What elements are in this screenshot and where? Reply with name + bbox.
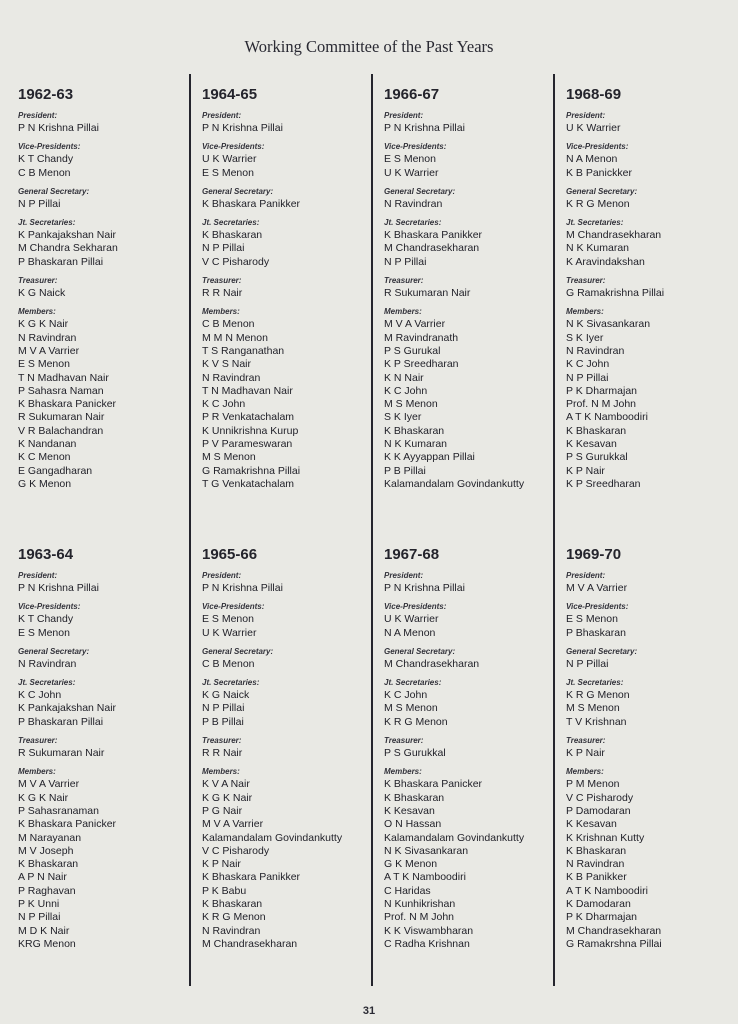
role-section — [18, 602, 189, 640]
member-name: K G K Nair — [18, 791, 69, 804]
role-label: General Secretary: — [384, 646, 456, 656]
role-section — [202, 276, 371, 300]
committee-year: 1968-69 — [566, 86, 622, 103]
member-name: N Ravindran — [566, 858, 625, 871]
member-name: K Bhaskaran — [384, 424, 445, 437]
member-name: KRG Menon — [18, 937, 76, 950]
member-name: U K Warrier — [384, 613, 439, 626]
member-name: U K Warrier — [566, 122, 621, 134]
member-name: N Ravindran — [202, 371, 261, 384]
member-name: K K Ayyappan Pillai — [384, 451, 475, 464]
member-name: M S Menon — [202, 451, 256, 464]
member-name: K Kesavan — [566, 438, 617, 451]
member-name: P S Gurukkal — [384, 747, 446, 760]
member-name: V C Pisharody — [202, 844, 270, 857]
member-name: N P Pillai — [18, 911, 61, 924]
role-section — [202, 218, 371, 269]
member-name: N P Pillai — [202, 702, 245, 715]
member-name: E S Menon — [18, 358, 70, 371]
member-name: K R G Menon — [566, 197, 630, 210]
member-name: E S Menon — [18, 626, 70, 639]
member-name: M Chandrasekharan — [384, 657, 480, 670]
member-name: K P Sreedharan — [566, 477, 641, 490]
committee-grid — [7, 74, 735, 986]
member-name: K R G Menon — [384, 715, 448, 728]
member-name: E S Menon — [202, 613, 254, 626]
role-label: Members: — [18, 307, 56, 317]
member-name: P Damodaran — [566, 804, 631, 817]
member-name: M D K Nair — [18, 924, 70, 937]
role-section — [566, 736, 735, 760]
member-name: C B Menon — [202, 318, 255, 331]
role-section — [384, 142, 553, 180]
member-name: N P Pillai — [566, 657, 609, 670]
member-name: T N Madhavan Nair — [202, 384, 293, 397]
committee-block — [7, 534, 189, 986]
role-label: President: — [384, 111, 424, 120]
member-name: K R G Menon — [202, 911, 266, 924]
member-name: K Unnikrishna Kurup — [202, 424, 299, 437]
member-name: K C John — [566, 358, 610, 371]
member-name: S K Iyer — [566, 331, 604, 344]
member-name: K P Nair — [566, 747, 605, 760]
member-name: N Kunhikrishan — [384, 898, 456, 911]
member-name: P M Menon — [566, 778, 620, 791]
member-name: K Bhaskaran — [566, 844, 627, 857]
role-section — [566, 218, 735, 269]
member-name: K Bhaskaran — [566, 424, 627, 437]
role-label: Jt. Secretaries: — [202, 218, 260, 228]
member-name: T G Venkatachalam — [202, 477, 295, 490]
role-label: General Secretary: — [202, 646, 274, 656]
member-name: N P Pillai — [202, 242, 245, 255]
role-label: Treasurer: — [384, 736, 424, 746]
member-name: N P Pillai — [566, 371, 609, 384]
role-section — [18, 678, 189, 729]
member-name: U K Warrier — [384, 166, 439, 179]
member-name: P Bhaskaran Pillai — [18, 255, 104, 268]
committee-row-1 — [7, 74, 735, 534]
member-name: P K Babu — [202, 884, 247, 897]
role-label: Treasurer: — [202, 276, 242, 286]
role-label: General Secretary: — [566, 646, 638, 656]
member-name: P N Krishna Pillai — [18, 122, 99, 134]
role-section — [566, 111, 735, 135]
role-section — [18, 307, 189, 491]
role-section — [202, 678, 371, 729]
member-name: K P Nair — [202, 858, 241, 871]
committee-year: 1965-66 — [202, 546, 258, 563]
member-name: R Sukumaran Nair — [384, 287, 471, 300]
role-section — [202, 767, 371, 951]
member-name: K C Menon — [18, 451, 71, 464]
member-name: K G K Nair — [202, 791, 253, 804]
member-name: K Bhaskaran — [384, 791, 445, 804]
member-name: K K Viswambharan — [384, 924, 474, 937]
role-section — [18, 276, 189, 300]
role-label: General Secretary: — [202, 186, 274, 196]
member-name: M V A Varrier — [18, 344, 80, 357]
member-name: M S Menon — [566, 702, 620, 715]
member-name: N K Kumaran — [566, 242, 630, 255]
role-label: Members: — [384, 307, 422, 317]
member-name: T V Krishnan — [566, 715, 627, 728]
role-section — [566, 142, 735, 180]
member-name: P N Krishna Pillai — [202, 582, 283, 594]
role-section — [18, 736, 189, 760]
role-label: Jt. Secretaries: — [384, 678, 442, 688]
member-name: M V A Varrier — [202, 818, 264, 831]
member-name: K P Sreedharan — [384, 358, 459, 371]
member-name: K Bhaskara Panicker — [18, 398, 117, 411]
member-name: U K Warrier — [202, 626, 257, 639]
committee-block — [371, 74, 553, 534]
member-name: P K Dharmajan — [566, 384, 638, 397]
member-name: S K Iyer — [384, 411, 422, 424]
role-section — [384, 187, 553, 211]
member-name: K Nandanan — [18, 438, 77, 451]
member-name: N Ravindran — [566, 344, 625, 357]
member-name: N Ravindran — [18, 331, 77, 344]
role-label: Jt. Secretaries: — [384, 218, 442, 228]
member-name: K Bhaskara Panicker — [384, 778, 483, 791]
member-name: G Ramakrishna Pillai — [566, 287, 665, 300]
role-section — [18, 767, 189, 951]
page-title: Working Committee of the Past Years — [244, 37, 494, 56]
committee-row-2 — [7, 534, 735, 986]
member-name: K T Chandy — [18, 613, 74, 626]
role-label: President: — [566, 111, 606, 120]
member-name: M V A Varrier — [566, 582, 628, 594]
member-name: N A Menon — [384, 626, 436, 639]
member-name: K G Naick — [202, 689, 250, 702]
member-name: C Radha Krishnan — [384, 937, 470, 950]
member-name: K Bhaskara Panikker — [384, 229, 483, 242]
member-name: K Bhaskaran — [202, 229, 263, 242]
role-label: Members: — [566, 307, 604, 317]
member-name: P N Krishna Pillai — [384, 582, 465, 594]
member-name: P G Nair — [202, 804, 243, 817]
role-section — [202, 647, 371, 671]
role-label: Jt. Secretaries: — [18, 678, 76, 688]
member-name: K T Chandy — [18, 153, 74, 166]
member-name: O N Hassan — [384, 818, 442, 831]
member-name: M Chandrasekharan — [202, 937, 298, 950]
member-name: P S Gurukkal — [566, 451, 628, 464]
committee-year: 1969-70 — [566, 546, 622, 563]
member-name: E Gangadharan — [18, 464, 93, 477]
member-name: N K Kumaran — [384, 438, 448, 451]
member-name: P R Venkatachalam — [202, 411, 295, 424]
member-name: P B Pillai — [202, 715, 244, 728]
member-name: R R Nair — [202, 747, 243, 760]
role-label: Vice-Presidents: — [202, 602, 265, 612]
role-label: Vice-Presidents: — [566, 602, 629, 612]
role-label: President: — [18, 111, 58, 120]
role-label: Treasurer: — [566, 276, 606, 286]
member-name: K Krishnan Kutty — [566, 831, 645, 844]
member-name: P Sahasra Naman — [18, 384, 104, 397]
member-name: P K Dharmajan — [566, 911, 638, 924]
member-name: C Haridas — [384, 884, 431, 897]
member-name: K B Panickker — [566, 166, 632, 179]
member-name: R Sukumaran Nair — [18, 747, 105, 760]
member-name: K C John — [202, 398, 246, 411]
member-name: R Sukumaran Nair — [18, 411, 105, 424]
role-label: Treasurer: — [384, 276, 424, 286]
role-section — [18, 647, 189, 671]
member-name: A T K Namboodiri — [566, 884, 648, 897]
role-section — [384, 307, 553, 491]
member-name: N P Pillai — [384, 255, 427, 268]
member-name: M Chandra Sekharan — [18, 242, 118, 255]
role-section — [202, 187, 371, 211]
role-section — [566, 187, 735, 211]
role-label: President: — [566, 571, 606, 580]
role-label: Jt. Secretaries: — [566, 678, 624, 688]
member-name: P N Krishna Pillai — [384, 122, 465, 134]
member-name: G K Menon — [384, 858, 438, 871]
member-name: Kalamandalam Govindankutty — [384, 477, 525, 490]
role-section — [202, 571, 371, 595]
role-label: Vice-Presidents: — [384, 602, 447, 612]
role-label: Treasurer: — [566, 736, 606, 746]
member-name: K Aravindakshan — [566, 255, 645, 268]
member-name: V C Pisharody — [566, 791, 634, 804]
member-name: Prof. N M John — [384, 911, 455, 924]
role-section — [384, 647, 553, 671]
member-name: N K Sivasankaran — [384, 844, 469, 857]
member-name: E S Menon — [566, 613, 618, 626]
role-section — [202, 111, 371, 135]
member-name: R R Nair — [202, 287, 243, 300]
member-name: N A Menon — [566, 153, 618, 166]
member-name: V C Pisharody — [202, 255, 270, 268]
member-name: K Damodaran — [566, 898, 631, 911]
member-name: K Bhaskara Panikker — [202, 197, 301, 210]
committee-block — [553, 74, 735, 534]
committee-year: 1967-68 — [384, 546, 440, 563]
member-name: P N Krishna Pillai — [202, 122, 283, 134]
member-name: P Sahasranaman — [18, 804, 99, 817]
committee-year: 1962-63 — [18, 86, 74, 103]
committee-block — [553, 534, 735, 986]
committee-block — [7, 74, 189, 534]
member-name: K N Nair — [384, 371, 424, 384]
role-section — [566, 602, 735, 640]
member-name: P N Krishna Pillai — [18, 582, 99, 594]
role-label: President: — [18, 571, 58, 580]
member-name: K Kesavan — [384, 804, 435, 817]
role-label: General Secretary: — [566, 186, 638, 196]
member-name: A T K Namboodiri — [384, 871, 466, 884]
member-name: M V A Varrier — [18, 778, 80, 791]
role-label: Members: — [384, 767, 422, 777]
role-section — [384, 602, 553, 640]
role-section — [18, 142, 189, 180]
member-name: M Chandrasekharan — [566, 924, 662, 937]
role-label: General Secretary: — [18, 186, 90, 196]
role-label: Treasurer: — [18, 736, 58, 746]
member-name: K V A Nair — [202, 778, 250, 791]
member-name: M Chandrasekharan — [384, 242, 480, 255]
member-name: N K Sivasankaran — [566, 318, 651, 331]
member-name: M Chandrasekharan — [566, 229, 662, 242]
member-name: T S Ranganathan — [202, 344, 285, 357]
member-name: M M N Menon — [202, 331, 268, 344]
committee-block — [189, 74, 371, 534]
role-label: General Secretary: — [18, 646, 90, 656]
member-name: K B Panikker — [566, 871, 627, 884]
member-name: K Bhaskara Panicker — [18, 818, 117, 831]
member-name: Prof. N M John — [566, 398, 637, 411]
role-section — [202, 142, 371, 180]
member-name: P S Gurukal — [384, 344, 441, 357]
role-section — [566, 571, 735, 595]
member-name: N Ravindran — [18, 657, 77, 670]
role-label: Vice-Presidents: — [18, 602, 81, 612]
member-name: A T K Namboodiri — [566, 411, 648, 424]
role-label: Members: — [202, 307, 240, 317]
member-name: M S Menon — [384, 398, 438, 411]
member-name: M Ravindranath — [384, 331, 459, 344]
role-section — [566, 307, 735, 491]
role-label: Members: — [202, 767, 240, 777]
role-label: Jt. Secretaries: — [566, 218, 624, 228]
role-section — [384, 218, 553, 269]
member-name: K C John — [384, 689, 428, 702]
role-label: President: — [202, 571, 242, 580]
committee-year: 1966-67 — [384, 86, 440, 103]
committee-block — [371, 534, 553, 986]
member-name: K Bhaskaran — [202, 898, 263, 911]
role-section — [384, 678, 553, 729]
member-name: U K Warrier — [202, 153, 257, 166]
member-name: K R G Menon — [566, 689, 630, 702]
role-section — [384, 736, 553, 760]
role-label: General Secretary: — [384, 186, 456, 196]
member-name: A P N Nair — [18, 871, 67, 884]
member-name: E S Menon — [202, 166, 254, 179]
role-label: President: — [202, 111, 242, 120]
member-name: P Bhaskaran — [566, 626, 626, 639]
member-name: C B Menon — [202, 657, 255, 670]
member-name: K C John — [18, 689, 62, 702]
role-section — [202, 307, 371, 491]
role-section — [202, 602, 371, 640]
page-number: 31 — [362, 1005, 376, 1017]
role-section — [384, 276, 553, 300]
role-section — [18, 111, 189, 135]
role-label: Vice-Presidents: — [384, 142, 447, 152]
member-name: K Pankajakshan Nair — [18, 229, 117, 242]
role-section — [566, 647, 735, 671]
role-section — [566, 767, 735, 951]
role-section — [18, 571, 189, 595]
member-name: P Bhaskaran Pillai — [18, 715, 104, 728]
role-section — [384, 111, 553, 135]
member-name: G Ramakrshna Pillai — [566, 937, 662, 950]
role-label: Vice-Presidents: — [202, 142, 265, 152]
member-name: G Ramakrishna Pillai — [202, 464, 301, 477]
member-name: M S Menon — [384, 702, 438, 715]
role-label: Treasurer: — [202, 736, 242, 746]
member-name: G K Menon — [18, 477, 72, 490]
member-name: Kalamandalam Govindankutty — [202, 831, 343, 844]
committee-block — [189, 534, 371, 986]
member-name: K G Naick — [18, 287, 66, 300]
member-name: N Ravindran — [384, 197, 443, 210]
member-name: M Narayanan — [18, 831, 82, 844]
role-label: Vice-Presidents: — [566, 142, 629, 152]
member-name: M V Joseph — [18, 844, 74, 857]
role-section — [566, 276, 735, 300]
member-name: V R Balachandran — [18, 424, 104, 437]
member-name: M V A Varrier — [384, 318, 446, 331]
member-name: K Pankajakshan Nair — [18, 702, 117, 715]
member-name: Kalamandalam Govindankutty — [384, 831, 525, 844]
role-label: Treasurer: — [18, 276, 58, 286]
member-name: E S Menon — [384, 153, 436, 166]
role-section — [566, 678, 735, 729]
role-label: Members: — [566, 767, 604, 777]
role-section — [384, 767, 553, 951]
role-section — [384, 571, 553, 595]
member-name: N Ravindran — [202, 924, 261, 937]
role-section — [18, 218, 189, 269]
member-name: P K Unni — [18, 898, 60, 911]
member-name: P B Pillai — [384, 464, 426, 477]
member-name: T N Madhavan Nair — [18, 371, 109, 384]
role-label: Vice-Presidents: — [18, 142, 81, 152]
member-name: K C John — [384, 384, 428, 397]
role-section — [18, 187, 189, 211]
role-label: President: — [384, 571, 424, 580]
role-section — [202, 736, 371, 760]
member-name: K Bhaskara Panikker — [202, 871, 301, 884]
role-label: Members: — [18, 767, 56, 777]
role-label: Jt. Secretaries: — [202, 678, 260, 688]
committee-year: 1963-64 — [18, 546, 74, 563]
role-label: Jt. Secretaries: — [18, 218, 76, 228]
member-name: K V S Nair — [202, 358, 252, 371]
member-name: K Bhaskaran — [18, 858, 79, 871]
member-name: K P Nair — [566, 464, 605, 477]
committee-year: 1964-65 — [202, 86, 258, 103]
member-name: P V Parameswaran — [202, 438, 293, 451]
member-name: P Raghavan — [18, 884, 76, 897]
member-name: N P Pillai — [18, 197, 61, 210]
member-name: K Kesavan — [566, 818, 617, 831]
member-name: C B Menon — [18, 166, 71, 179]
member-name: K G K Nair — [18, 318, 69, 331]
